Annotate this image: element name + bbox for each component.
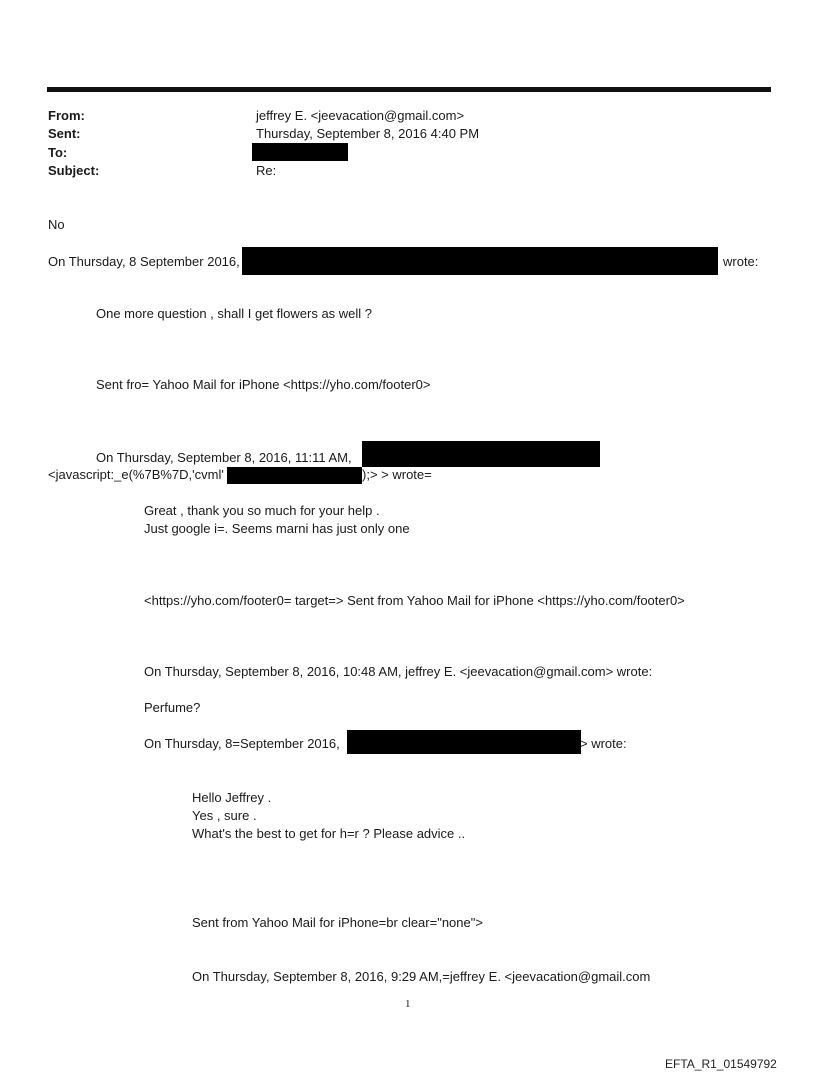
quote2-line2-prefix: <javascript:_e(%7B%7D,'cvml' xyxy=(48,467,224,482)
redaction-to xyxy=(252,143,348,161)
quote3-text: On Thursday, September 8, 2016, 10:48 AM, jeffrey E. <jeevacation@gmail.com> wrote: xyxy=(144,664,653,679)
msg1-text: One more question , shall I get flowers as well ? xyxy=(96,306,373,321)
to-label: To: xyxy=(48,145,68,160)
quote4-prefix: On Thursday, 8=September 2016, xyxy=(144,736,340,751)
sig4-text: Sent from Yahoo Mail for iPhone=br clear="none"> xyxy=(192,915,483,930)
sent-label: Sent: xyxy=(48,126,81,141)
quote2-line1: On Thursday, September 8, 2016, 11:11 AM, xyxy=(96,450,352,465)
sig1-text: Sent fro= Yahoo Mail for iPhone <https://yho.com/footer0> xyxy=(96,377,431,392)
quote2-line2-suffix: );> > wrote= xyxy=(362,467,432,482)
redaction-quote1 xyxy=(242,247,718,275)
quote5-text: On Thursday, September 8, 2016, 9:29 AM,=jeffrey E. <jeevacation@gmail.com xyxy=(192,969,651,984)
msg2-line2: Just google i=. Seems marni has just only one xyxy=(144,521,410,536)
from-value: jeffrey E. <jeevacation@gmail.com> xyxy=(256,108,465,123)
redaction-quote2-b xyxy=(227,467,362,484)
msg2-line1: Great , thank you so much for your help . xyxy=(144,503,380,518)
reply-text: No xyxy=(48,217,65,232)
sent-value: Thursday, September 8, 2016 4:40 PM xyxy=(256,126,480,141)
msg4-line1: Hello Jeffrey . xyxy=(192,790,272,805)
page-number: 1 xyxy=(405,998,411,1010)
subject-value: Re: xyxy=(256,163,277,178)
quote1-suffix: wrote: xyxy=(723,254,759,269)
quote1-prefix: On Thursday, 8 September 2016, xyxy=(48,254,240,269)
header-rule xyxy=(47,87,771,92)
from-label: From: xyxy=(48,108,85,123)
redaction-quote4 xyxy=(347,730,581,754)
msg3-text: Perfume? xyxy=(144,700,201,715)
document-id-stamp: EFTA_R1_01549792 xyxy=(665,1057,777,1071)
redaction-quote2-a xyxy=(362,441,600,467)
msg4-line2: Yes , sure . xyxy=(192,808,257,823)
quote4-suffix: > wrote: xyxy=(580,736,627,751)
subject-label: Subject: xyxy=(48,163,100,178)
sig2-text: <https://yho.com/footer0= target=> Sent from Yahoo Mail for iPhone <https://yho.com/footer0> xyxy=(144,593,685,608)
msg4-line3: What's the best to get for h=r ? Please advice .. xyxy=(192,826,466,841)
